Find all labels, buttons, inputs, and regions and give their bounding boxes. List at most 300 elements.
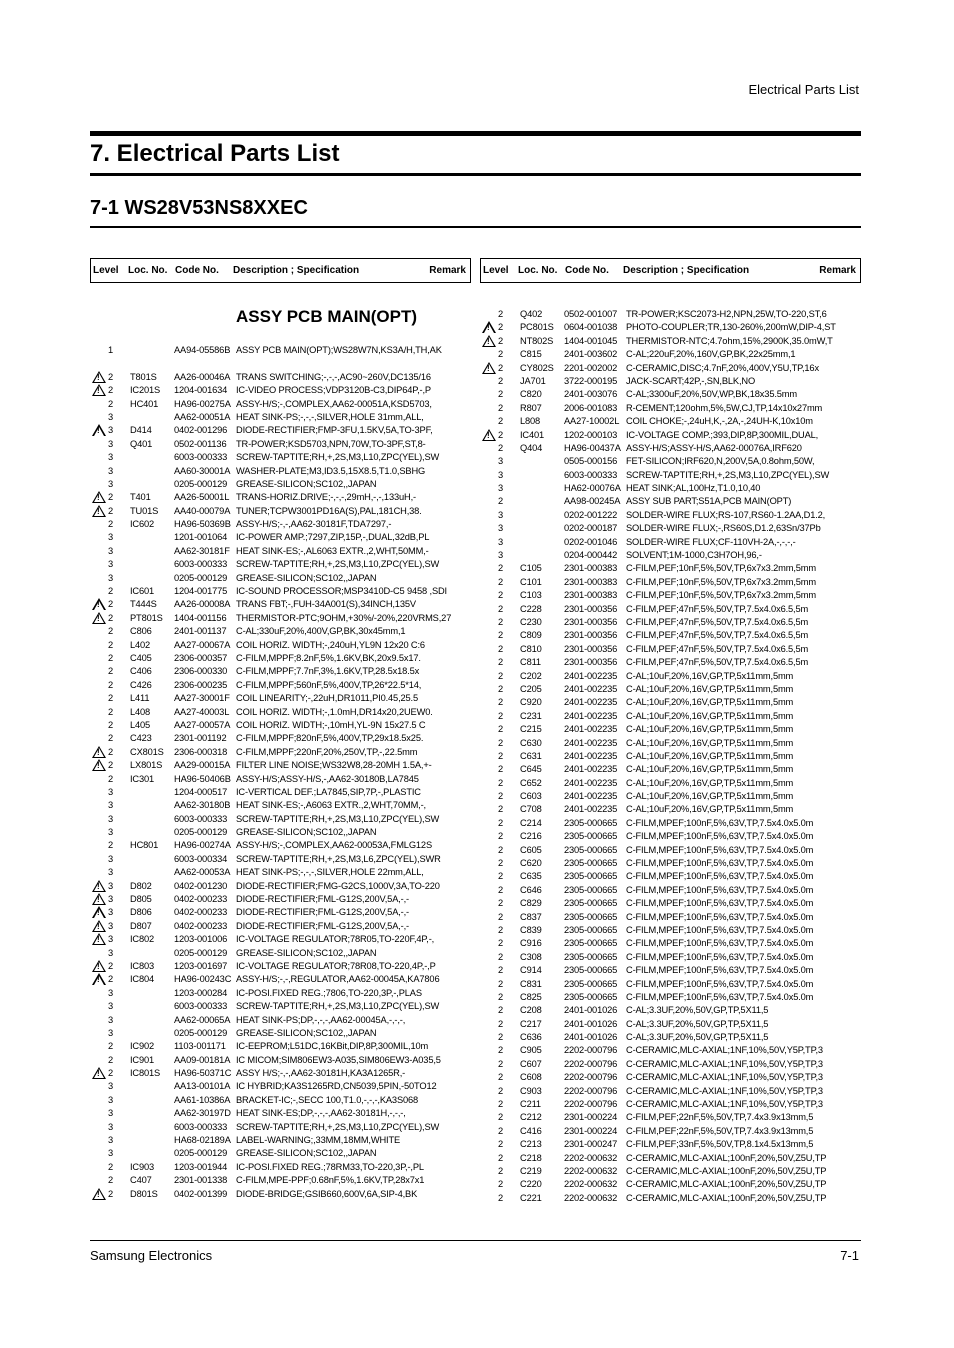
- part-level: 3: [108, 1094, 114, 1105]
- title-rule: [90, 173, 861, 176]
- table-row: [480, 670, 861, 683]
- part-location: D802: [130, 880, 152, 891]
- part-location: IC401: [520, 429, 545, 440]
- part-level: 2: [498, 724, 504, 735]
- part-description: C-AL;330uF,20%,400V,GP,BK,30x45mm,1: [236, 626, 406, 637]
- part-description: ASSY-H/S;-,-,REGULATOR,AA62-00045A,KA7806: [236, 974, 440, 985]
- part-location: CX801S: [130, 746, 164, 757]
- part-location: C230: [520, 616, 542, 627]
- part-code: 2401-002235: [564, 804, 618, 815]
- part-code: AA62-00053A: [174, 867, 231, 878]
- part-location: C829: [520, 898, 542, 909]
- table-row: [480, 803, 861, 816]
- part-code: 2401-002235: [564, 697, 618, 708]
- table-row: [480, 576, 861, 589]
- part-description: TRANS SWITCHING;-,-,-,AC90~260V,DC135/16: [236, 371, 431, 382]
- table-row: [90, 1174, 471, 1187]
- part-description: HEAT SINK-ES;-,AL6063 EXTR.,2,WHT,50MM,-: [236, 545, 429, 556]
- part-level: 2: [108, 652, 114, 663]
- part-code: 1203-001944: [174, 1161, 228, 1172]
- header-loc: Loc. No.: [518, 265, 558, 276]
- part-description: GREASE-SILICON;SC102,,JAPAN: [236, 827, 377, 838]
- part-location: C217: [520, 1018, 542, 1029]
- part-level: 2: [498, 670, 504, 681]
- part-level: 2: [498, 777, 504, 788]
- part-description: C-FILM,PEF;10nF,5%,50V,TP,6x7x3.2mm,5mm: [626, 576, 816, 587]
- table-row: [480, 348, 861, 361]
- table-row: [480, 1071, 861, 1084]
- table-row: [90, 692, 471, 705]
- part-code: 2301-000224: [564, 1125, 618, 1136]
- part-level: 3: [498, 469, 504, 480]
- part-code: 6003-000334: [174, 853, 228, 864]
- part-location: C221: [520, 1192, 542, 1203]
- part-level: 2: [108, 519, 114, 530]
- safety-warning-icon: [92, 505, 106, 517]
- part-code: 2202-000632: [564, 1152, 618, 1163]
- part-location: IC902: [130, 1041, 155, 1052]
- part-description: IC-VOLTAGE REGULATOR;78R05,TO-220F,4P,-,: [236, 934, 435, 945]
- part-description: C-FILM,MPPF;820nF,5%,400V,TP,29x18.5x25.: [236, 733, 424, 744]
- part-location: C214: [520, 817, 542, 828]
- part-description: C-FILM,PEF;47nF,5%,50V,TP,7.5x4.0x6.5,5m: [626, 643, 809, 654]
- table-row: [480, 737, 861, 750]
- table-row: [480, 308, 861, 321]
- part-description: GREASE-SILICON;SC102,,JAPAN: [236, 572, 377, 583]
- part-level: 2: [498, 737, 504, 748]
- table-row: [480, 455, 861, 468]
- part-level: 2: [498, 496, 504, 507]
- safety-warning-icon: [92, 880, 106, 892]
- part-code: 0402-001230: [174, 880, 228, 891]
- part-code: 0402-001399: [174, 1188, 228, 1199]
- part-level: 2: [498, 791, 504, 802]
- part-location: JA701: [520, 375, 546, 386]
- table-row: [480, 790, 861, 803]
- part-description: C-FILM,PEF;10nF,5%,50V,TP,6x7x3.2mm,5mm: [626, 590, 816, 601]
- part-description: TUNER;TCPW3001PD16A(S),PAL,181CH,38.: [236, 505, 422, 516]
- part-description: C-FILM,MPEF;100nF,5%,63V,TP,7.5x4.0x5.0m: [626, 884, 814, 895]
- table-row: [480, 321, 861, 334]
- part-code: AA27-10002L: [564, 416, 620, 427]
- table-row: [480, 1004, 861, 1017]
- part-code: 6003-000333: [174, 1001, 228, 1012]
- part-level: 2: [498, 924, 504, 935]
- table-row: [90, 491, 471, 504]
- part-code: 2301-000356: [564, 657, 618, 668]
- part-level: 2: [498, 1179, 504, 1190]
- part-location: C708: [520, 804, 542, 815]
- part-code: 0604-001038: [564, 322, 618, 333]
- part-description: COIL HORIZ. WIDTH;-,240uH,YL9N 12x20 C:6: [236, 639, 425, 650]
- table-row: [480, 1178, 861, 1191]
- part-description: C-FILM,MPEF;100nF,5%,63V,TP,7.5x4.0x5.0m: [626, 871, 814, 882]
- part-location: C407: [130, 1175, 152, 1186]
- part-location: C630: [520, 737, 542, 748]
- part-level: 2: [498, 1192, 504, 1203]
- table-row: [90, 1014, 471, 1027]
- part-location: HC401: [130, 398, 159, 409]
- part-level: 2: [108, 1161, 114, 1172]
- part-level: 2: [498, 844, 504, 855]
- part-description: IC-SOUND PROCESSOR;MSP3410D-C5 9458 ,SDI: [236, 586, 447, 597]
- part-description: C-FILM,PEF;22nF,5%,50V,TP,7.4x3.9x13mm,5: [626, 1125, 814, 1136]
- part-level: 2: [498, 375, 504, 386]
- part-location: C208: [520, 1005, 542, 1016]
- part-location: IC901: [130, 1054, 155, 1065]
- part-description: C-AL;3.3UF,20%,50V,GP,TP,5X11,5: [626, 1032, 769, 1043]
- part-code: 2305-000665: [564, 978, 618, 989]
- part-code: 0505-000156: [564, 456, 618, 467]
- part-code: HA96-50406B: [174, 773, 231, 784]
- table-row: [90, 398, 471, 411]
- table-row: [90, 1147, 471, 1160]
- part-level: 3: [108, 880, 114, 891]
- part-location: D414: [130, 425, 152, 436]
- part-description: HEAT SINK-PS;-,-,-,SILVER,HOLE 31mm,ALL,: [236, 411, 424, 422]
- part-description: C-FILM,MPEF;100nF,5%,63V,TP,7.5x4.0x5.0m: [626, 817, 814, 828]
- part-description: C-AL;10uF,20%,16V,GP,TP,5x11mm,5mm: [626, 697, 794, 708]
- part-description: DIODE-RECTIFIER;FMG-G2CS,1000V,3A,TO-220: [236, 880, 440, 891]
- part-description: C-CERAMIC,MLC-AXIAL;1NF,10%,50V,Y5P,TP,3: [626, 1099, 823, 1110]
- part-level: 2: [498, 831, 504, 842]
- table-row: [90, 357, 471, 370]
- table-row: [480, 469, 861, 482]
- part-code: 1203-001697: [174, 960, 228, 971]
- part-code: 0204-000442: [564, 550, 618, 561]
- table-row: [90, 826, 471, 839]
- table-row: [480, 964, 861, 977]
- safety-warning-icon: [92, 906, 106, 918]
- safety-warning-icon: [92, 1188, 106, 1200]
- table-row: [90, 545, 471, 558]
- part-description: HEAT SINK-PS;DP,-,-,-,AA62-00045A,-,-,-,: [236, 1014, 406, 1025]
- part-level: 2: [498, 429, 504, 440]
- part-level: 2: [498, 322, 504, 333]
- table-row: [90, 438, 471, 451]
- part-location: C603: [520, 791, 542, 802]
- part-description: DIODE-BRIDGE;GSIB660,600V,6A,SIP-4,BK: [236, 1188, 418, 1199]
- part-location: C406: [130, 666, 152, 677]
- part-code: HA68-02189A: [174, 1135, 231, 1146]
- part-location: C635: [520, 871, 542, 882]
- part-level: 2: [108, 746, 114, 757]
- table-row: [480, 656, 861, 669]
- part-code: 2305-000665: [564, 844, 618, 855]
- part-code: 2305-000665: [564, 831, 618, 842]
- part-level: 3: [108, 813, 114, 824]
- part-level: 3: [108, 532, 114, 543]
- part-level: 3: [108, 920, 114, 931]
- safety-warning-icon: [92, 960, 106, 972]
- part-location: C101: [520, 576, 542, 587]
- part-level: 2: [498, 603, 504, 614]
- part-description: IC HYBRID;KA3S1265RD,CN5039,5PIN,-50TO12: [236, 1081, 437, 1092]
- part-location: C608: [520, 1072, 542, 1083]
- part-level: 3: [108, 947, 114, 958]
- table-row: [480, 763, 861, 776]
- part-location: L402: [130, 639, 151, 650]
- table-row: [90, 1121, 471, 1134]
- safety-warning-icon: [482, 362, 496, 374]
- part-location: C212: [520, 1112, 542, 1123]
- part-description: THERMISTOR-NTC;4.7ohm,15%,2900K,35.0mW,T: [626, 335, 833, 346]
- part-description: COIL HORIZ. WIDTH;-,10mH,YL-9N 15x27.5 C: [236, 719, 426, 730]
- part-description: C-FILM,MPPF;220nF,20%,250V,TP,-,22.5mm: [236, 746, 418, 757]
- table-row: [480, 1125, 861, 1138]
- part-description: HEAT SINK-ES;-,A6063 EXTR.,2,WHT,70MM,-,: [236, 800, 426, 811]
- part-code: 1201-001064: [174, 532, 228, 543]
- table-row: [90, 465, 471, 478]
- part-level: 2: [108, 666, 114, 677]
- part-level: 2: [498, 911, 504, 922]
- part-location: C228: [520, 603, 542, 614]
- table-row: [480, 362, 861, 375]
- part-level: 2: [498, 590, 504, 601]
- part-level: 3: [108, 1081, 114, 1092]
- part-code: 2305-000665: [564, 991, 618, 1002]
- part-code: 0402-000233: [174, 920, 228, 931]
- part-description: GREASE-SILICON;SC102,,JAPAN: [236, 1027, 377, 1038]
- table-row: [90, 853, 471, 866]
- table-row: [90, 839, 471, 852]
- part-location: Q401: [130, 438, 153, 449]
- part-level: 2: [498, 335, 504, 346]
- part-code: HA96-00275A: [174, 398, 231, 409]
- part-description: IC-VOLTAGE COMP.;393,DIP,8P,300MIL,DUAL,: [626, 429, 819, 440]
- part-code: 6003-000333: [174, 452, 228, 463]
- part-description: IC-VOLTAGE REGULATOR;78R08,TO-220,4P,-,P: [236, 960, 436, 971]
- part-level: 3: [108, 425, 114, 436]
- part-description: C-AL;10uF,20%,16V,GP,TP,5x11mm,5mm: [626, 764, 794, 775]
- part-code: AA60-30001A: [174, 465, 231, 476]
- part-description: C-AL;10uF,20%,16V,GP,TP,5x11mm,5mm: [626, 804, 794, 815]
- part-code: 0205-000129: [174, 478, 228, 489]
- part-location: C903: [520, 1085, 542, 1096]
- part-code: 3722-000195: [564, 375, 618, 386]
- table-row: [90, 759, 471, 772]
- part-level: 2: [108, 960, 114, 971]
- part-location: R807: [520, 402, 542, 413]
- part-description: SCREW-TAPTITE;RH,+,2S,M3,L10,ZPC(YEL),SW: [626, 469, 830, 480]
- part-description: DIODE-RECTIFIER;FML-G12S,200V,5A,-,-: [236, 907, 410, 918]
- part-code: 2305-000665: [564, 951, 618, 962]
- part-level: 2: [108, 586, 114, 597]
- table-row: [480, 870, 861, 883]
- part-code: 2006-001083: [564, 402, 618, 413]
- table-row: [480, 723, 861, 736]
- part-level: 2: [108, 612, 114, 623]
- part-description: ASSY-H/S;ASSY-H/S,AA62-00076A,IRF620: [626, 442, 802, 453]
- part-description: C-AL;10uF,20%,16V,GP,TP,5x11mm,5mm: [626, 750, 794, 761]
- part-location: L411: [130, 693, 150, 704]
- part-level: 2: [498, 804, 504, 815]
- part-level: 2: [108, 719, 114, 730]
- part-code: 2202-000796: [564, 1085, 618, 1096]
- part-code: 0205-000129: [174, 572, 228, 583]
- part-location: C607: [520, 1058, 542, 1069]
- table-row: [90, 505, 471, 518]
- part-code: AA94-05586B: [174, 345, 231, 355]
- table-row: [90, 585, 471, 598]
- part-location: C920: [520, 697, 542, 708]
- part-location: CY802S: [520, 362, 554, 373]
- part-code: HA96-00243C: [174, 974, 232, 985]
- part-level: 3: [108, 827, 114, 838]
- part-code: 0502-001136: [174, 438, 227, 449]
- part-location: C636: [520, 1032, 542, 1043]
- footer-rule: [90, 1240, 861, 1241]
- part-level: 3: [108, 1014, 114, 1025]
- part-code: 2301-001192: [174, 733, 227, 744]
- part-location: C839: [520, 924, 542, 935]
- part-description: HEAT SINK-ES;DP,-,-,-,AA62-30181H,-,-,-,: [236, 1108, 406, 1119]
- part-description: C-FILM,MPPF;560nF,5%,400V,TP,26*22.5*14,: [236, 679, 422, 690]
- part-code: AA62-30181F: [174, 545, 230, 556]
- part-location: IC803: [130, 960, 155, 971]
- part-description: C-CERAMIC,MLC-AXIAL;1NF,10%,50V,Y5P,TP,3: [626, 1045, 823, 1056]
- part-description: DIODE-RECTIFIER;FML-G12S,200V,5A,-,-: [236, 920, 410, 931]
- part-level: 3: [108, 1108, 114, 1119]
- part-description: C-CERAMIC,MLC-AXIAL;1NF,10%,50V,Y5P,TP,3: [626, 1058, 823, 1069]
- part-level: 2: [498, 643, 504, 654]
- part-code: 2401-002235: [564, 670, 618, 681]
- table-row: [90, 933, 471, 946]
- part-location: IC804: [130, 974, 155, 985]
- part-code: 1204-000517: [174, 786, 228, 797]
- part-description: TR-POWER;KSC2073-H2,NPN,25W,TO-220,ST,6: [626, 309, 827, 319]
- part-code: 2401-002235: [564, 710, 618, 721]
- part-description: IC-POWER AMP.;7297,ZIP,15P,-,DUAL,32dB,PL: [236, 532, 430, 543]
- part-level: 2: [498, 1085, 504, 1096]
- table-row: [90, 1027, 471, 1040]
- part-description: C-FILM,MPEF;100nF,5%,63V,TP,7.5x4.0x5.0m: [626, 951, 814, 962]
- part-code: 2301-000224: [564, 1112, 618, 1123]
- parts-column-left: [90, 258, 471, 1199]
- part-description: IC-VIDEO PROCESS;VDP3120B-C3,DIP64P,-,P: [236, 385, 431, 396]
- subtitle-rule: [90, 226, 861, 228]
- part-level: 2: [498, 1032, 504, 1043]
- part-location: D807: [130, 920, 152, 931]
- part-description: GREASE-SILICON;SC102,,JAPAN: [236, 478, 377, 489]
- part-location: IC602: [130, 519, 155, 530]
- safety-warning-icon: [92, 598, 106, 610]
- safety-warning-icon: [92, 424, 106, 436]
- table-row: [480, 415, 861, 428]
- header-remark: Remark: [429, 265, 466, 276]
- part-description: C-FILM,MPPF;8.2nF,5%,1.6KV,BK,20x9.5x17.: [236, 652, 421, 663]
- part-code: 2305-000665: [564, 898, 618, 909]
- part-code: 2401-002235: [564, 764, 618, 775]
- part-level: 3: [498, 456, 504, 467]
- table-row: [90, 1080, 471, 1093]
- part-location: PC801S: [520, 322, 554, 333]
- part-description: COIL CHOKE;-,24uH,K,-,2A,-,24UH-K,10x10m: [626, 416, 813, 427]
- part-description: C-FILM,MPEF;100nF,5%,63V,TP,7.5x4.0x5.0m: [626, 978, 814, 989]
- part-location: C809: [520, 630, 542, 641]
- part-code: 2306-000318: [174, 746, 228, 757]
- part-level: 3: [498, 536, 504, 547]
- table-row: [90, 1040, 471, 1053]
- part-code: 2401-001026: [564, 1005, 618, 1016]
- part-description: JACK-SCART;42P,-,SN,BLK,NO: [626, 375, 756, 386]
- table-row: [90, 799, 471, 812]
- part-level: 2: [498, 858, 504, 869]
- part-level: 2: [108, 679, 114, 690]
- part-location: PT801S: [130, 612, 163, 623]
- part-code: 0402-000233: [174, 894, 228, 905]
- table-row: [90, 478, 471, 491]
- part-location: C811: [520, 657, 541, 668]
- part-code: 2401-002235: [564, 737, 618, 748]
- part-code: AA26-00008A: [174, 599, 231, 610]
- part-level: 2: [108, 706, 114, 717]
- part-description: C-FILM,MPEF;100nF,5%,63V,TP,7.5x4.0x5.0m: [626, 831, 814, 842]
- part-location: C202: [520, 670, 542, 681]
- part-level: 3: [108, 987, 114, 998]
- table-row: [90, 880, 471, 893]
- table-row: [90, 424, 471, 437]
- part-level: 2: [498, 951, 504, 962]
- part-location: C218: [520, 1152, 542, 1163]
- part-description: C-FILM,PEF;22nF,5%,50V,TP,7.4x3.9x13mm,5: [626, 1112, 814, 1123]
- header-desc: Description ; Specification: [623, 265, 750, 276]
- part-code: 2401-001137: [174, 626, 227, 637]
- part-level: 3: [498, 509, 504, 520]
- table-row: [480, 388, 861, 401]
- table-row: [480, 777, 861, 790]
- table-row: [90, 625, 471, 638]
- table-row: [480, 429, 861, 442]
- part-description: SOLDER-WIRE FLUX;CF-110VH-2A,-,-,-,-: [626, 536, 796, 547]
- part-location: C215: [520, 724, 542, 735]
- table-row: [90, 1067, 471, 1080]
- part-level: 2: [498, 683, 504, 694]
- part-description: C-FILM,PEF;33nF,5%,50V,TP,8.1x4.5x13mm,5: [626, 1139, 814, 1150]
- part-description: ASSY-H/S;-,COMPLEX,AA62-00051A,KSD5703,: [236, 398, 432, 409]
- part-description: IC MICOM;SIM806EW3-A035,SIM806EW3-A035,5: [236, 1054, 441, 1065]
- table-row: [480, 522, 861, 535]
- part-location: C211: [520, 1099, 541, 1110]
- part-description: SCREW-TAPTITE;RH,+,2S,M3,L10,ZPC(YEL),SW: [236, 1121, 440, 1132]
- table-row: [480, 495, 861, 508]
- part-level: 2: [108, 1188, 114, 1199]
- part-level: 3: [498, 523, 504, 534]
- part-code: 2305-000665: [564, 924, 618, 935]
- part-location: C837: [520, 911, 542, 922]
- running-header: Electrical Parts List: [748, 82, 859, 97]
- part-level: 2: [108, 1068, 114, 1079]
- part-description: C-FILM,MPEF;100nF,5%,63V,TP,7.5x4.0x5.0m: [626, 938, 814, 949]
- part-code: 2305-000665: [564, 871, 618, 882]
- table-row: [480, 1111, 861, 1124]
- table-row: [480, 1058, 861, 1071]
- part-description: C-FILM,PEF;47nF,5%,50V,TP,7.5x4.0x6.5,5m: [626, 657, 809, 668]
- safety-warning-icon: [92, 491, 106, 503]
- part-level: 2: [108, 1041, 114, 1052]
- part-level: 2: [108, 492, 114, 503]
- table-row: [90, 679, 471, 692]
- part-description: C-FILM,MPEF;100nF,5%,63V,TP,7.5x4.0x5.0m: [626, 924, 814, 935]
- header-code: Code No.: [565, 265, 609, 276]
- table-row: [90, 344, 471, 357]
- table-row: [480, 643, 861, 656]
- table-row: [90, 920, 471, 933]
- part-location: C914: [520, 965, 542, 976]
- part-level: 2: [108, 840, 114, 851]
- part-description: C-FILM,MPEF;100nF,5%,63V,TP,7.5x4.0x5.0m: [626, 991, 814, 1002]
- safety-warning-icon: [92, 612, 106, 624]
